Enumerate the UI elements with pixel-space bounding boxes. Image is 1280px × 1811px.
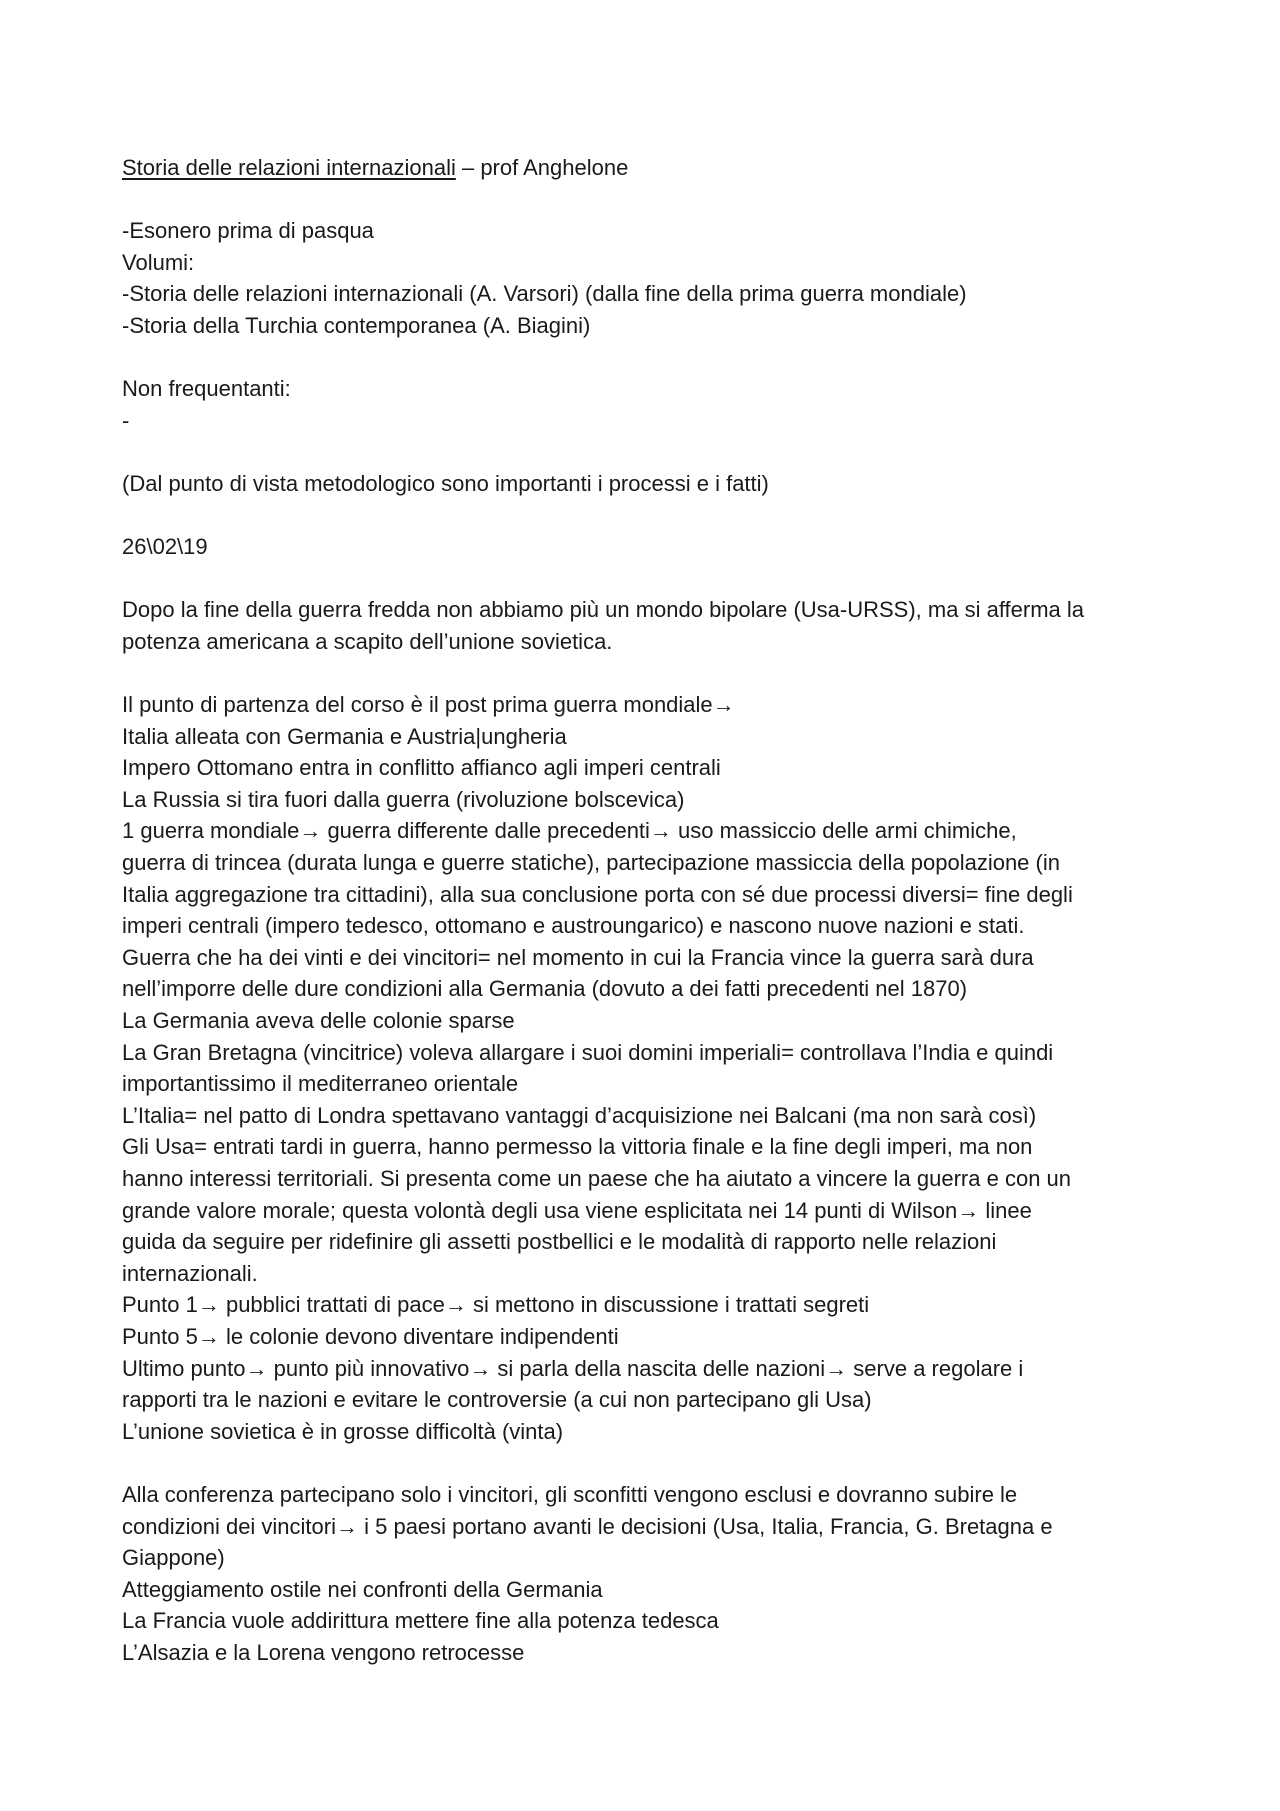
spacer [122, 1447, 1182, 1479]
paragraph-line: Giappone) [122, 1545, 225, 1571]
paragraph-line: condizioni dei vincitori→ i 5 paesi portano avanti le decisioni (Usa, Italia, Francia, G. Bretagna e [122, 1513, 1053, 1539]
method-note: (Dal punto di vista metodologico sono importanti i processi e i fatti) [122, 470, 769, 496]
paragraph-line: Dopo la fine della guerra fredda non abbiamo più un mondo bipolare (Usa-URSS), ma si afferma la [122, 597, 1085, 623]
paragraph-line: La Gran Bretagna (vincitrice) voleva allargare i suoi domini imperiali= controllava l’India e quindi [122, 1039, 1054, 1065]
paragraph-line: Gli Usa= entrati tardi in guerra, hanno permesso la vittoria finale e la fine degli imperi, ma non [122, 1134, 1033, 1160]
paragraph-1 [122, 594, 1182, 657]
spacer [122, 658, 1182, 690]
paragraph-line: nell’imporre delle dure condizioni alla Germania (dovuto a dei fatti precedenti nel 1870) [122, 976, 968, 1002]
paragraph-line: Ultimo punto→ punto più innovativo→ si parla della nascita delle nazioni→ serve a regolare i [122, 1355, 1024, 1381]
paragraph-line: L’unione sovietica è in grosse difficoltà (vinta) [122, 1418, 564, 1444]
paragraph-line: guerra di trincea (durata lunga e guerre statiche), partecipazione massiccia della popolazione (in [122, 850, 1060, 876]
intro-line: -Esonero prima di pasqua [122, 218, 374, 244]
spacer [122, 342, 1182, 374]
paragraph-line: importantissimo il mediterraneo orientale [122, 1071, 519, 1097]
paragraph-line: imperi centrali (impero tedesco, ottomano e austroungarico) e nascono nuove nazioni e stati. [122, 913, 1025, 939]
paragraph-line: La Russia si tira fuori dalla guerra (rivoluzione bolscevica) [122, 786, 685, 812]
document-page [122, 152, 1182, 1669]
non-freq-line: Non frequentanti: [122, 376, 291, 402]
lesson-date: 26\02\19 [122, 534, 208, 560]
paragraph-line: grande valore morale; questa volontà degli usa viene esplicitata nei 14 punti di Wilson→ linee [122, 1197, 1032, 1223]
paragraph-line: guida da seguire per ridefinire gli assetti postbellici e le modalità di rapporto nelle relazioni [122, 1229, 997, 1255]
intro-block [122, 215, 1182, 341]
title-underlined: Storia delle relazioni internazionali [122, 155, 456, 180]
paragraph-3 [122, 1479, 1182, 1669]
paragraph-line: Italia aggregazione tra cittadini), alla sua conclusione porta con sé due processi diversi= fine degli [122, 881, 1073, 907]
spacer [122, 500, 1182, 532]
intro-line: -Storia della Turchia contemporanea (A. Biagini) [122, 312, 591, 338]
paragraph-line: internazionali. [122, 1260, 258, 1286]
paragraph-2 [122, 689, 1182, 1447]
paragraph-line: Italia alleata con Germania e Austria|ungheria [122, 723, 567, 749]
paragraph-line: hanno interessi territoriali. Si presenta come un paese che ha aiutato a vincere la guerra e con un [122, 1166, 1072, 1191]
paragraph-line: Il punto di partenza del corso è il post prima guerra mondiale→ [122, 692, 735, 718]
paragraph-line: Guerra che ha dei vinti e dei vincitori= nel momento in cui la Francia vince la guerra sarà dura [122, 944, 1034, 970]
paragraph-line: La Francia vuole addirittura mettere fine alla potenza tedesca [122, 1608, 719, 1634]
spacer [122, 436, 1182, 468]
spacer [122, 184, 1182, 216]
title-rest: – prof Anghelone [455, 155, 629, 180]
paragraph-line: 1 guerra mondiale→ guerra differente dalle precedenti→ uso massiccio delle armi chimiche, [122, 818, 1017, 844]
paragraph-line: La Germania aveva delle colonie sparse [122, 1008, 515, 1034]
paragraph-line: potenza americana a scapito dell’unione sovietica. [122, 628, 613, 654]
paragraph-line: Impero Ottomano entra in conflitto affianco agli imperi centrali [122, 755, 721, 781]
paragraph-line: L’Italia= nel patto di Londra spettavano vantaggi d’acquisizione nei Balcani (ma non sarà così) [122, 1102, 1037, 1128]
paragraph-line: Alla conferenza partecipano solo i vincitori, gli sconfitti vengono esclusi e dovranno subire le [122, 1481, 1018, 1507]
paragraph-line: Punto 5→ le colonie devono diventare indipendenti [122, 1323, 619, 1349]
non-freq-line: - [122, 407, 130, 433]
document-title [122, 152, 1182, 184]
non-frequentanti-block [122, 373, 1182, 436]
paragraph-line: rapporti tra le nazioni e evitare le controversie (a cui non partecipano gli Usa) [122, 1387, 872, 1413]
intro-line: Volumi: [122, 249, 195, 275]
paragraph-line: L’Alsazia e la Lorena vengono retrocesse [122, 1639, 525, 1665]
paragraph-line: Punto 1→ pubblici trattati di pace→ si mettono in discussione i trattati segreti [122, 1292, 870, 1318]
paragraph-line: Atteggiamento ostile nei confronti della Germania [122, 1576, 603, 1602]
intro-line: -Storia delle relazioni internazionali (A. Varsori) (dalla fine della prima guerra mondiale) [122, 281, 967, 307]
spacer [122, 563, 1182, 595]
